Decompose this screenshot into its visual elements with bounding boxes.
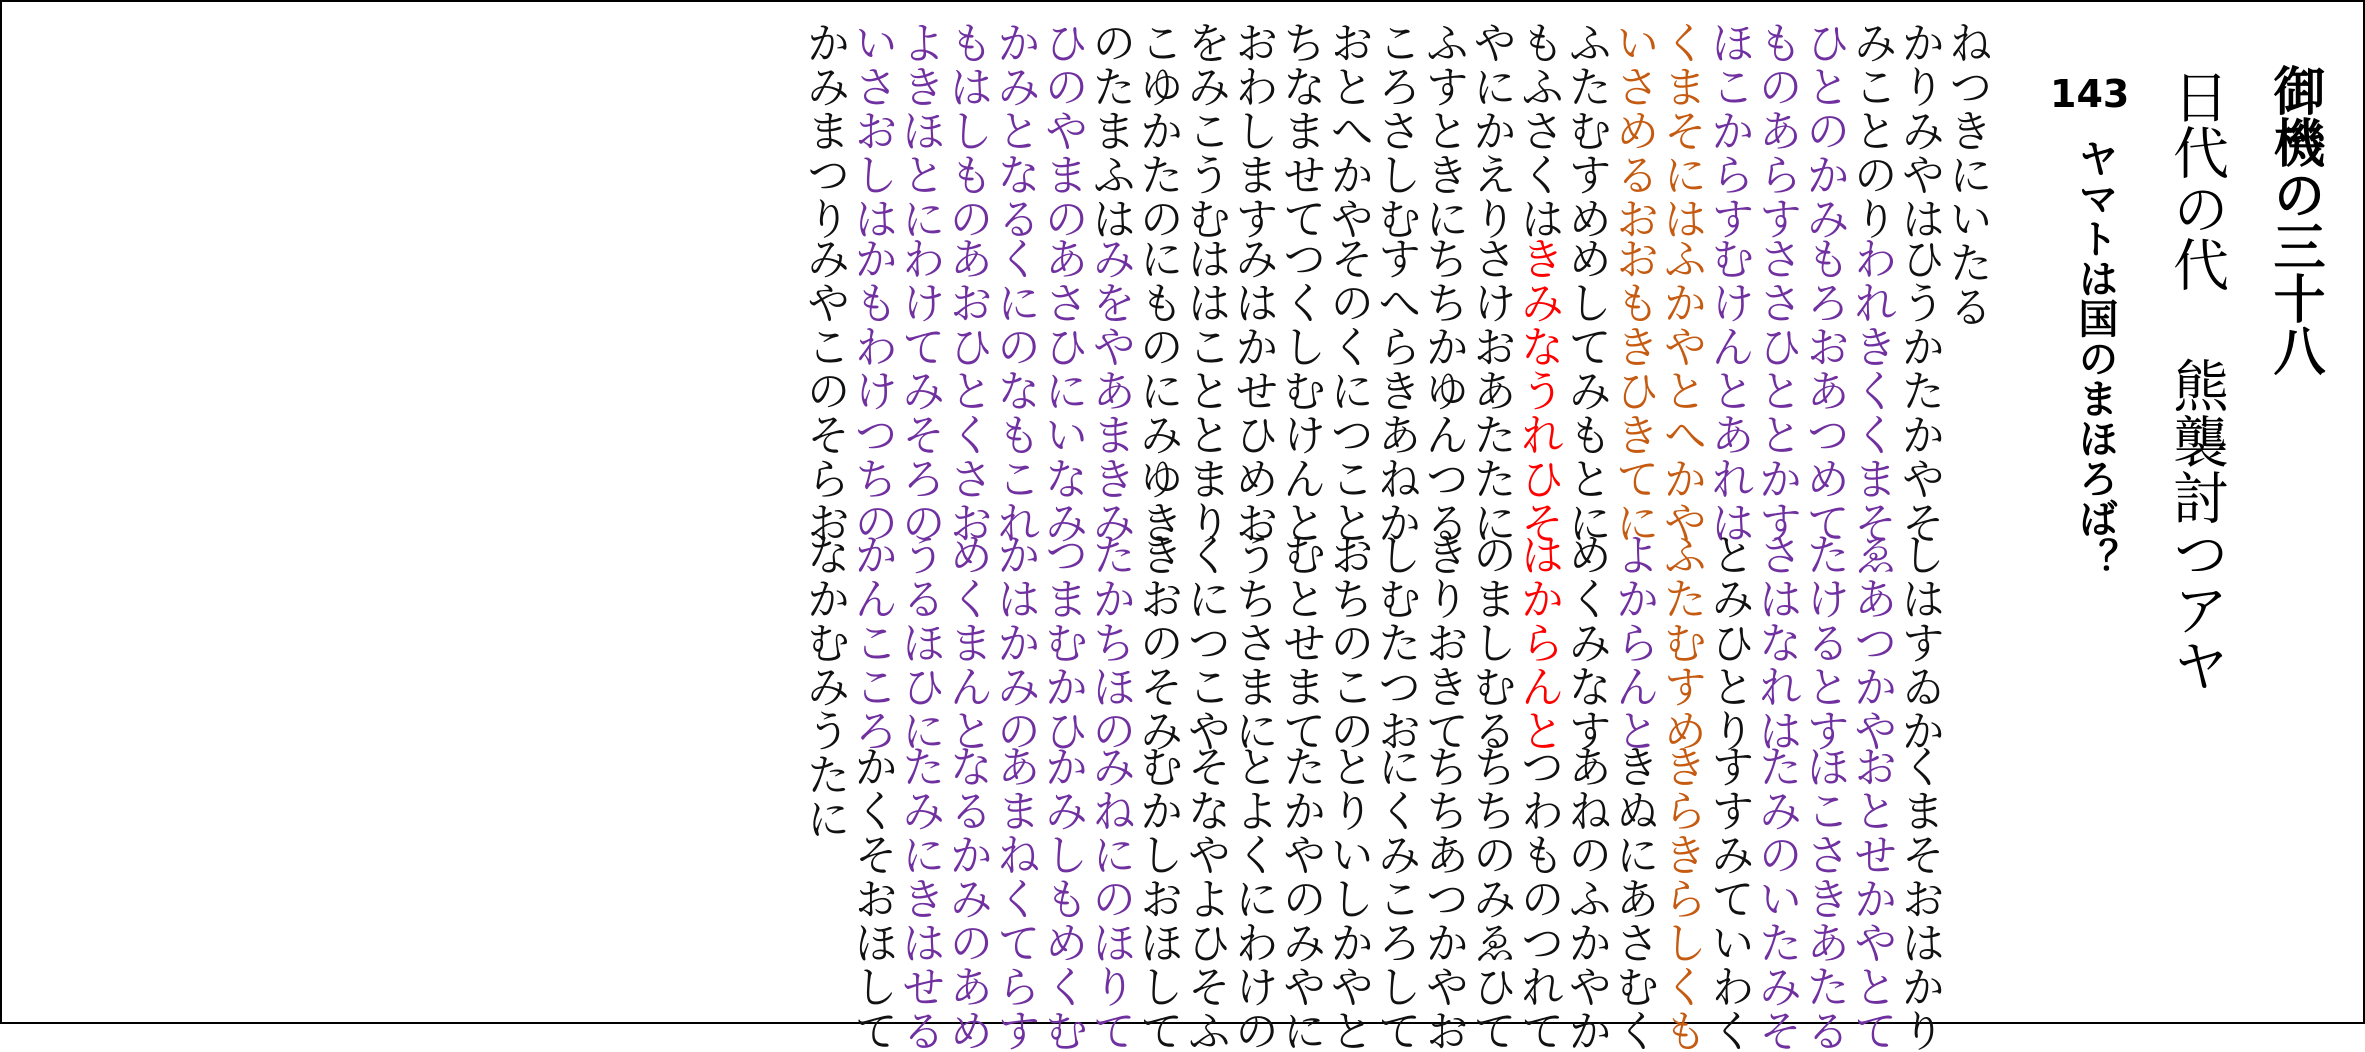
- verse-line: たけるとす: [1798, 532, 1850, 752]
- verse-line: あまねくてらす: [989, 744, 1040, 1052]
- verse-line: やにかえり: [1465, 20, 1516, 240]
- verse-line: とりいしかやと: [1322, 744, 1374, 1052]
- verse-line: うるほひに: [893, 532, 945, 752]
- verse-line: よきほとに: [893, 20, 945, 240]
- verse-line: みやこのそらお: [798, 236, 850, 544]
- verse-line: にくみころして: [1369, 744, 1421, 1052]
- chapter-heading: 日代の代 熊襲討つアヤ: [2164, 68, 2229, 693]
- verse-line: すすみていわく: [1703, 744, 1754, 1052]
- verse-line: つまむかひ: [1036, 532, 1088, 752]
- verse-line: ねつきにいたる: [1941, 20, 1992, 328]
- verse-line: ほこさきあたる: [1798, 744, 1850, 1052]
- verse-line: かみしもめくむ: [1036, 744, 1088, 1052]
- verse-line: もろおあつめて: [1798, 236, 1850, 544]
- verse-line: のましむる: [1465, 532, 1516, 752]
- verse-line: あねのふかやか: [1560, 744, 1612, 1052]
- verse-line: おもきひきてに: [1607, 236, 1659, 544]
- verse-line: をみこうむ: [1179, 20, 1231, 240]
- verse-line: かりみやは: [1893, 20, 1945, 240]
- verse-line: いさおしは: [846, 20, 898, 240]
- verse-line: くまそには: [1655, 20, 1707, 240]
- verse-line: きりおきて: [1417, 532, 1469, 752]
- verse-line: のたまふは: [1084, 20, 1136, 240]
- verse-line: ふたむすめ: [1655, 532, 1707, 752]
- verse-line: ふかやとへかや: [1655, 236, 1707, 544]
- verse-line: ささひととかす: [1750, 236, 1802, 544]
- verse-line: はからんと: [1512, 532, 1564, 752]
- verse-line: かもわけつちの: [846, 236, 898, 544]
- verse-line: めくみなす: [1560, 532, 1612, 752]
- verse-line: もはしもの: [941, 20, 993, 240]
- verse-line: なるかみのあめ: [941, 744, 993, 1052]
- verse-line: くにつこや: [1179, 532, 1231, 752]
- verse-line: かんこころ: [846, 532, 898, 752]
- verse-line: こゆかたの: [1131, 20, 1183, 240]
- verse-line: たかちほの: [1084, 532, 1136, 752]
- verse-line: ゑあつかや: [1845, 532, 1897, 752]
- verse-line: とみひとり: [1703, 532, 1754, 752]
- title: 御機の三十八: [2264, 64, 2324, 376]
- verse-line: くにのなもこれ: [989, 236, 1040, 544]
- verse-line: みはかせひめお: [1227, 236, 1278, 544]
- verse-line: くまそおはかり: [1893, 744, 1945, 1052]
- verse-line: さけおあたたに: [1465, 236, 1516, 544]
- verse-line: みをやあまきみ: [1084, 236, 1136, 544]
- verse-line: きおのそみ: [1131, 532, 1183, 752]
- verse-line: ふたむすめ: [1560, 20, 1612, 240]
- verse-line: なかむみうたに: [798, 532, 850, 840]
- verse-line: かくそおほして: [846, 744, 898, 1052]
- verse-line: ちちのみゑひて: [1465, 744, 1516, 1052]
- verse-line: おとへかや: [1322, 20, 1374, 240]
- verse-line: つくしむけんと: [1274, 236, 1326, 544]
- verse-line: わけてみそろの: [893, 236, 945, 544]
- verse-line: すへらきあねか: [1369, 236, 1421, 544]
- verse-line: にものにみゆき: [1131, 236, 1183, 544]
- verse-line: ひのやまの: [1036, 20, 1088, 240]
- verse-line: かみまつり: [798, 20, 850, 240]
- verse-line: ころさしむ: [1369, 20, 1421, 240]
- verse-line: よからんと: [1607, 532, 1659, 752]
- page-number: 143: [2050, 72, 2130, 116]
- verse-line: おわします: [1227, 20, 1278, 240]
- verse-line: むとせまて: [1274, 532, 1326, 752]
- verse-line: ちなませて: [1274, 20, 1326, 240]
- verse-line: いさめるお: [1607, 20, 1659, 240]
- verse-line: うちさまに: [1227, 532, 1278, 752]
- verse-line: われきくくまそ: [1845, 236, 1897, 544]
- verse-line: きぬにあさむく: [1607, 744, 1659, 1052]
- verse-line: めくまんと: [941, 532, 993, 752]
- verse-line: さはなれは: [1750, 532, 1802, 752]
- verse-line: たかやのみやに: [1274, 744, 1326, 1052]
- verse-line: きみなうれひそ: [1512, 236, 1564, 544]
- verse-line: あさひにいなみ: [1036, 236, 1088, 544]
- verse-line: ちちかゆんつる: [1417, 236, 1469, 544]
- verse-line: ちちあつかやお: [1417, 744, 1469, 1052]
- verse-line: たみにきはせる: [893, 744, 945, 1052]
- verse-line: しむたつお: [1369, 532, 1421, 752]
- verse-line: しはすゐか: [1893, 532, 1945, 752]
- subtitle: ヤマトは国のまほろば？: [2072, 138, 2118, 578]
- verse-line: そなやよひそふ: [1179, 744, 1231, 1052]
- verse-line: むかしおほして: [1131, 744, 1183, 1052]
- verse-line: みことのり: [1845, 20, 1897, 240]
- verse-line: ほこからす: [1703, 20, 1754, 240]
- verse-line: かみとなる: [989, 20, 1040, 240]
- verse-line: ひとのかみ: [1798, 20, 1850, 240]
- verse-line: とよくにわけの: [1227, 744, 1278, 1052]
- verse-line: そのくにつこと: [1322, 236, 1374, 544]
- verse-line: めしてみもとに: [1560, 236, 1612, 544]
- verse-line: ものあらす: [1750, 20, 1802, 240]
- verse-line: みねにのほりて: [1084, 744, 1136, 1052]
- verse-line: おとせかやとて: [1845, 744, 1897, 1052]
- verse-line: あおひとくさお: [941, 236, 993, 544]
- verse-line: たみのいたみそ: [1750, 744, 1802, 1052]
- verse-line: きらきらしくも: [1655, 744, 1707, 1052]
- verse-line: むけんとあれは: [1703, 236, 1754, 544]
- verse-line: ははこととまり: [1179, 236, 1231, 544]
- verse-line: ひうかたかやそ: [1893, 236, 1945, 544]
- verse-line: ふすときに: [1417, 20, 1469, 240]
- verse-line: おちのこの: [1322, 532, 1374, 752]
- verse-line: もふさくは: [1512, 20, 1564, 240]
- verse-line: つわものつれて: [1512, 744, 1564, 1052]
- verse-line: かはかみの: [989, 532, 1040, 752]
